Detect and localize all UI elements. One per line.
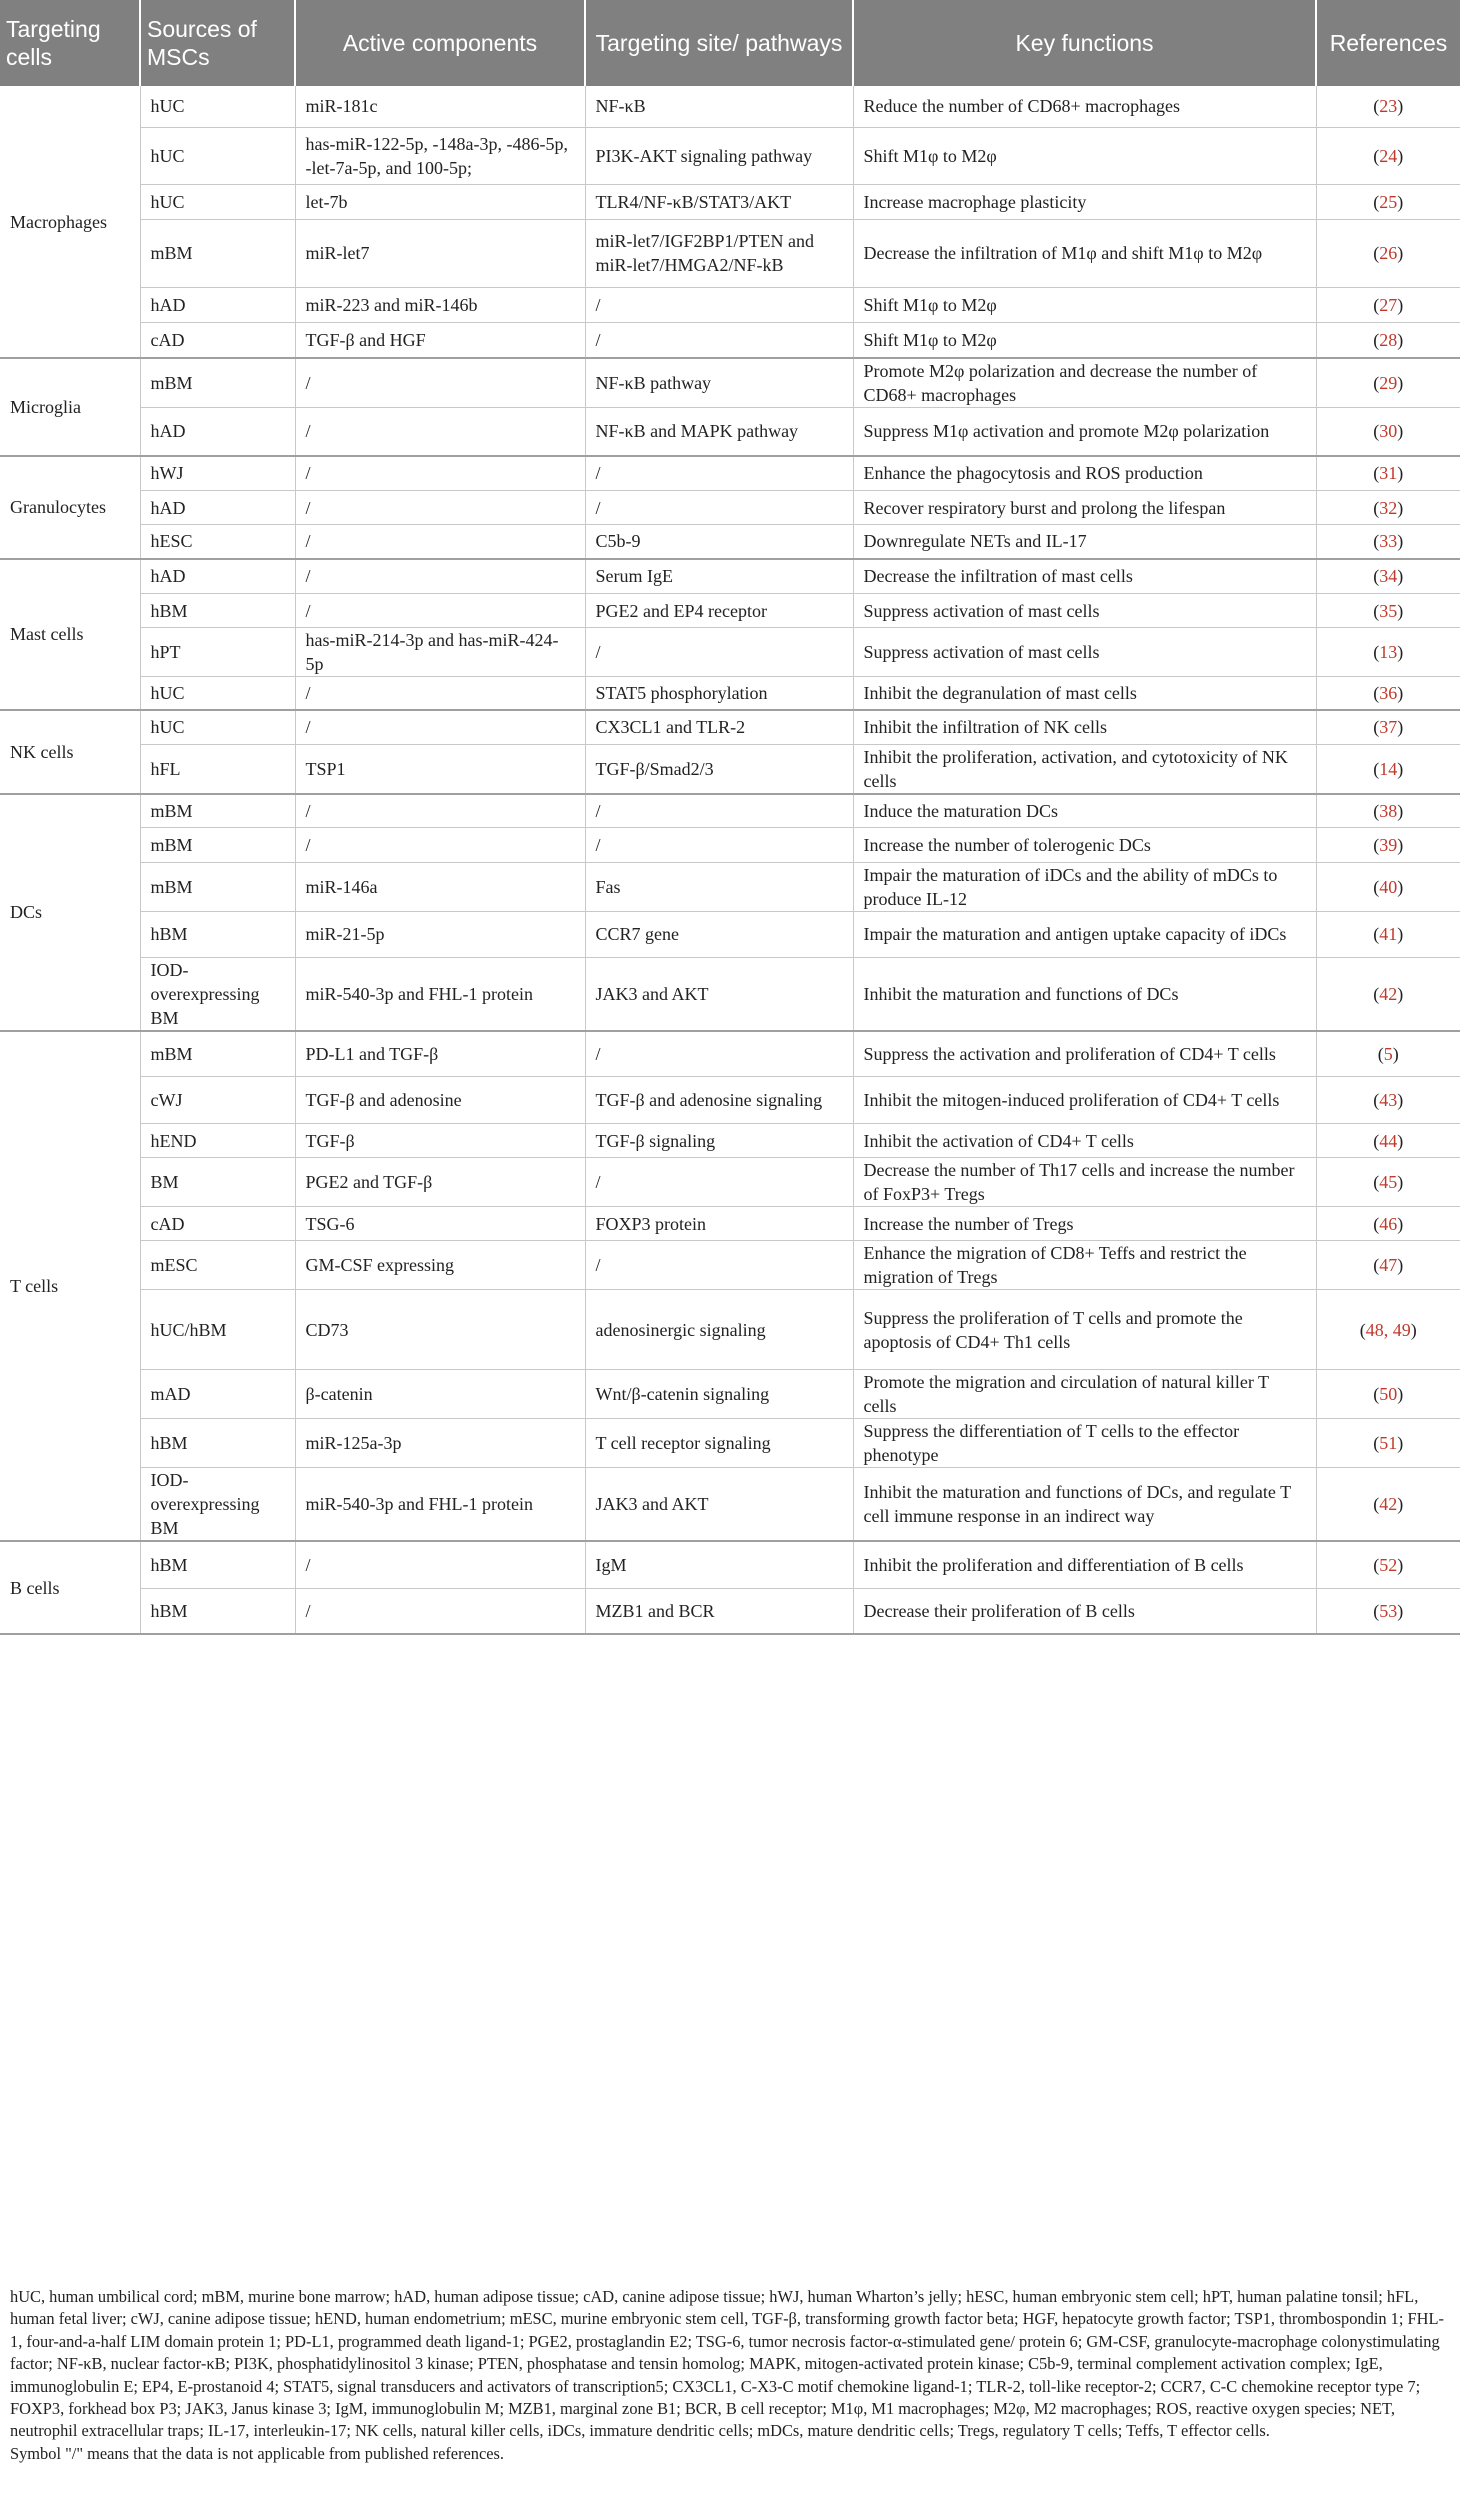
- source-cell: hAD: [140, 408, 295, 456]
- reference-cell: (43): [1316, 1077, 1460, 1124]
- table-row: [0, 491, 1460, 525]
- table-row: [0, 957, 1460, 1031]
- reference-cell: (35): [1316, 594, 1460, 628]
- targeting-site-cell: /: [585, 827, 853, 862]
- targeting-cell: T cells: [0, 1031, 140, 1542]
- active-components-cell: TGF-β and adenosine: [295, 1077, 585, 1124]
- active-components-cell: miR-125a-3p: [295, 1419, 585, 1468]
- reference-cell: (28): [1316, 322, 1460, 358]
- reference-cell: (23): [1316, 86, 1460, 127]
- source-cell: mAD: [140, 1370, 295, 1419]
- table-row: [0, 1241, 1460, 1290]
- table-footnotes: [10, 2286, 1456, 2465]
- reference-link[interactable]: 26: [1379, 243, 1398, 263]
- key-function-cell: Decrease the infiltration of M1φ and shift M1φ to M2φ: [853, 219, 1316, 287]
- key-function-cell: Inhibit the proliferation and differentiation of B cells: [853, 1541, 1316, 1588]
- active-components-cell: TGF-β: [295, 1124, 585, 1158]
- reference-link[interactable]: 5: [1383, 1043, 1393, 1064]
- reference-cell: (14): [1316, 745, 1460, 795]
- source-cell: hUC: [140, 127, 295, 184]
- header-references: References: [1329, 30, 1448, 56]
- active-components-cell: PD-L1 and TGF-β: [295, 1031, 585, 1077]
- active-components-cell: /: [295, 408, 585, 456]
- table-row: [0, 86, 1460, 127]
- reference-link[interactable]: 42: [1379, 983, 1398, 1004]
- reference-link[interactable]: 14: [1379, 759, 1398, 779]
- active-components-cell: miR-21-5p: [295, 911, 585, 957]
- reference-cell: (13): [1316, 628, 1460, 677]
- key-function-cell: Impair the maturation and antigen uptake capacity of iDCs: [853, 911, 1316, 957]
- key-function-cell: Recover respiratory burst and prolong the lifespan: [853, 491, 1316, 525]
- targeting-site-cell: TGF-β signaling: [585, 1124, 853, 1158]
- reference-link[interactable]: 50: [1379, 1384, 1398, 1404]
- key-function-cell: Impair the maturation of iDCs and the ability of mDCs to produce IL-12: [853, 862, 1316, 911]
- targeting-cell: DCs: [0, 794, 140, 1031]
- source-cell: hUC: [140, 86, 295, 127]
- key-function-cell: Downregulate NETs and IL-17: [853, 525, 1316, 559]
- source-cell: hPT: [140, 628, 295, 677]
- key-function-cell: Suppress the proliferation of T cells and promote the apoptosis of CD4+ Th1 cells: [853, 1290, 1316, 1370]
- active-components-cell: GM-CSF expressing: [295, 1241, 585, 1290]
- targeting-site-cell: /: [585, 287, 853, 322]
- reference-link[interactable]: 33: [1379, 531, 1398, 552]
- reference-cell: (29): [1316, 358, 1460, 408]
- active-components-cell: has-miR-214-3p and has-miR-424-5p: [295, 628, 585, 677]
- targeting-site-cell: /: [585, 628, 853, 677]
- key-function-cell: Inhibit the degranulation of mast cells: [853, 677, 1316, 710]
- key-function-cell: Decrease their proliferation of B cells: [853, 1588, 1316, 1634]
- reference-cell: (36): [1316, 677, 1460, 710]
- targeting-site-cell: STAT5 phosphorylation: [585, 677, 853, 710]
- source-cell: hEND: [140, 1124, 295, 1158]
- reference-link[interactable]: 31: [1379, 463, 1398, 484]
- reference-cell: (34): [1316, 559, 1460, 594]
- active-components-cell: /: [295, 525, 585, 559]
- targeting-site-cell: adenosinergic signaling: [585, 1290, 853, 1370]
- reference-cell: (51): [1316, 1419, 1460, 1468]
- reference-cell: (46): [1316, 1207, 1460, 1241]
- reference-cell: (32): [1316, 491, 1460, 525]
- targeting-site-cell: CX3CL1 and TLR-2: [585, 710, 853, 745]
- key-function-cell: Inhibit the activation of CD4+ T cells: [853, 1124, 1316, 1158]
- source-cell: hAD: [140, 491, 295, 525]
- key-function-cell: Enhance the phagocytosis and ROS production: [853, 456, 1316, 491]
- table-row: [0, 1419, 1460, 1468]
- table-row: [0, 1124, 1460, 1158]
- reference-cell: (41): [1316, 911, 1460, 957]
- reference-link[interactable]: 35: [1379, 600, 1398, 621]
- key-function-cell: Suppress the activation and proliferation of CD4+ T cells: [853, 1031, 1316, 1077]
- source-cell: hBM: [140, 1588, 295, 1634]
- targeting-site-cell: Fas: [585, 862, 853, 911]
- targeting-cell: B cells: [0, 1541, 140, 1634]
- reference-link[interactable]: 39: [1379, 834, 1398, 855]
- active-components-cell: miR-223 and miR-146b: [295, 287, 585, 322]
- key-function-cell: Suppress activation of mast cells: [853, 628, 1316, 677]
- reference-cell: (33): [1316, 525, 1460, 559]
- table-row: [0, 827, 1460, 862]
- key-function-cell: Shift M1φ to M2φ: [853, 127, 1316, 184]
- targeting-site-cell: /: [585, 491, 853, 525]
- active-components-cell: miR-146a: [295, 862, 585, 911]
- active-components-cell: CD73: [295, 1290, 585, 1370]
- active-components-cell: has-miR-122-5p, -148a-3p, -486-5p, -let-7a-5p, and 100-5p;: [295, 127, 585, 184]
- source-cell: BM: [140, 1158, 295, 1207]
- reference-cell: (39): [1316, 827, 1460, 862]
- targeting-site-cell: TGF-β and adenosine signaling: [585, 1077, 853, 1124]
- reference-cell: (24): [1316, 127, 1460, 184]
- table-row: [0, 322, 1460, 358]
- reference-cell: (30): [1316, 408, 1460, 456]
- key-function-cell: Promote M2φ polarization and decrease the number of CD68+ macrophages: [853, 358, 1316, 408]
- key-function-cell: Inhibit the maturation and functions of DCs, and regulate T cell immune response in an indirect way: [853, 1468, 1316, 1542]
- targeting-site-cell: IgM: [585, 1541, 853, 1588]
- source-cell: hUC/hBM: [140, 1290, 295, 1370]
- source-cell: mBM: [140, 358, 295, 408]
- reference-link[interactable]: 52: [1379, 1554, 1398, 1575]
- active-components-cell: β-catenin: [295, 1370, 585, 1419]
- active-components-cell: /: [295, 594, 585, 628]
- reference-link[interactable]: 44: [1379, 1130, 1398, 1151]
- key-function-cell: Decrease the infiltration of mast cells: [853, 559, 1316, 594]
- table-row: [0, 184, 1460, 219]
- reference-link[interactable]: 47: [1379, 1255, 1398, 1275]
- reference-cell: (42): [1316, 957, 1460, 1031]
- reference-cell: (38): [1316, 794, 1460, 827]
- table-row: [0, 677, 1460, 710]
- active-components-cell: miR-let7: [295, 219, 585, 287]
- reference-link[interactable]: 40: [1379, 876, 1398, 897]
- targeting-site-cell: /: [585, 456, 853, 491]
- reference-link[interactable]: 30: [1379, 421, 1398, 442]
- active-components-cell: miR-181c: [295, 86, 585, 127]
- table-row: [0, 1588, 1460, 1634]
- targeting-cell: Mast cells: [0, 559, 140, 710]
- table-row: [0, 1370, 1460, 1419]
- key-function-cell: Suppress activation of mast cells: [853, 594, 1316, 628]
- reference-link[interactable]: 25: [1379, 191, 1398, 212]
- key-function-cell: Promote the migration and circulation of natural killer T cells: [853, 1370, 1316, 1419]
- table-row: [0, 1158, 1460, 1207]
- active-components-cell: miR-540-3p and FHL-1 protein: [295, 957, 585, 1031]
- reference-link[interactable]: 13: [1379, 642, 1398, 662]
- table-row: [0, 1541, 1460, 1588]
- key-function-cell: Induce the maturation DCs: [853, 794, 1316, 827]
- reference-cell: (44): [1316, 1124, 1460, 1158]
- source-cell: hUC: [140, 677, 295, 710]
- key-function-cell: Inhibit the mitogen-induced proliferation of CD4+ T cells: [853, 1077, 1316, 1124]
- active-components-cell: TGF-β and HGF: [295, 322, 585, 358]
- targeting-cell: NK cells: [0, 710, 140, 795]
- reference-cell: (25): [1316, 184, 1460, 219]
- key-function-cell: Enhance the migration of CD8+ Teffs and restrict the migration of Tregs: [853, 1241, 1316, 1290]
- source-cell: hAD: [140, 559, 295, 594]
- reference-link[interactable]: 41: [1379, 924, 1398, 944]
- source-cell: mBM: [140, 862, 295, 911]
- active-components-cell: miR-540-3p and FHL-1 protein: [295, 1468, 585, 1542]
- targeting-site-cell: NF-κB pathway: [585, 358, 853, 408]
- table-row: [0, 628, 1460, 677]
- key-function-cell: Suppress M1φ activation and promote M2φ polarization: [853, 408, 1316, 456]
- targeting-site-cell: Serum IgE: [585, 559, 853, 594]
- targeting-site-cell: PGE2 and EP4 receptor: [585, 594, 853, 628]
- source-cell: hBM: [140, 594, 295, 628]
- key-function-cell: Inhibit the infiltration of NK cells: [853, 710, 1316, 745]
- reference-link[interactable]: 23: [1379, 96, 1398, 117]
- reference-cell: (42): [1316, 1468, 1460, 1542]
- key-function-cell: Inhibit the maturation and functions of DCs: [853, 957, 1316, 1031]
- targeting-site-cell: PI3K-AKT signaling pathway: [585, 127, 853, 184]
- table-row: [0, 1207, 1460, 1241]
- source-cell: mBM: [140, 827, 295, 862]
- targeting-site-cell: CCR7 gene: [585, 911, 853, 957]
- reference-cell: (47): [1316, 1241, 1460, 1290]
- reference-link[interactable]: 36: [1379, 682, 1398, 703]
- reference-link[interactable]: 28: [1379, 329, 1398, 350]
- source-cell: hAD: [140, 287, 295, 322]
- table-row: [0, 710, 1460, 745]
- targeting-site-cell: /: [585, 794, 853, 827]
- key-function-cell: Decrease the number of Th17 cells and increase the number of FoxP3+ Tregs: [853, 1158, 1316, 1207]
- targeting-site-cell: NF-κB: [585, 86, 853, 127]
- reference-link[interactable]: 24: [1379, 145, 1398, 166]
- targeting-site-cell: MZB1 and BCR: [585, 1588, 853, 1634]
- source-cell: hUC: [140, 710, 295, 745]
- targeting-cell: Macrophages: [0, 86, 140, 358]
- source-cell: mBM: [140, 219, 295, 287]
- reference-cell: (45): [1316, 1158, 1460, 1207]
- targeting-site-cell: JAK3 and AKT: [585, 1468, 853, 1542]
- reference-cell: (37): [1316, 710, 1460, 745]
- targeting-site-cell: Wnt/β-catenin signaling: [585, 1370, 853, 1419]
- key-function-cell: Inhibit the proliferation, activation, and cytotoxicity of NK cells: [853, 745, 1316, 795]
- active-components-cell: PGE2 and TGF-β: [295, 1158, 585, 1207]
- targeting-cell: Granulocytes: [0, 456, 140, 559]
- reference-cell: (5): [1316, 1031, 1460, 1077]
- reference-link[interactable]: 29: [1379, 373, 1398, 393]
- active-components-cell: /: [295, 1588, 585, 1634]
- active-components-cell: TSP1: [295, 745, 585, 795]
- source-cell: hBM: [140, 911, 295, 957]
- key-function-cell: Reduce the number of CD68+ macrophages: [853, 86, 1316, 127]
- reference-cell: (26): [1316, 219, 1460, 287]
- table-row: [0, 559, 1460, 594]
- header-targeting-cells: Targeting cells: [0, 0, 140, 86]
- targeting-site-cell: JAK3 and AKT: [585, 957, 853, 1031]
- reference-link[interactable]: 32: [1379, 497, 1398, 518]
- source-cell: hFL: [140, 745, 295, 795]
- targeting-site-cell: /: [585, 1031, 853, 1077]
- active-components-cell: /: [295, 827, 585, 862]
- table-row: [0, 358, 1460, 408]
- source-cell: cAD: [140, 1207, 295, 1241]
- source-cell: hUC: [140, 184, 295, 219]
- active-components-cell: /: [295, 358, 585, 408]
- reference-link[interactable]: 45: [1379, 1172, 1398, 1192]
- active-components-cell: let-7b: [295, 184, 585, 219]
- targeting-site-cell: C5b-9: [585, 525, 853, 559]
- reference-link[interactable]: 27: [1379, 294, 1398, 315]
- header-sources-of-mscs: Sources of MSCs: [140, 0, 295, 86]
- targeting-site-cell: TGF-β/Smad2/3: [585, 745, 853, 795]
- reference-link[interactable]: 37: [1379, 717, 1398, 738]
- source-cell: IOD-overexpressing BM: [140, 1468, 295, 1542]
- source-cell: hBM: [140, 1541, 295, 1588]
- symbol-note: Symbol "/" means that the data is not applicable from published references.: [10, 2443, 505, 2463]
- reference-link[interactable]: 38: [1379, 800, 1398, 821]
- table-row: [0, 287, 1460, 322]
- active-components-cell: /: [295, 456, 585, 491]
- table-row: [0, 1290, 1460, 1370]
- header-active-components: Active components: [295, 0, 585, 86]
- key-function-cell: Suppress the differentiation of T cells to the effector phenotype: [853, 1419, 1316, 1468]
- reference-cell: (31): [1316, 456, 1460, 491]
- source-cell: hBM: [140, 1419, 295, 1468]
- reference-link[interactable]: 51: [1379, 1433, 1398, 1453]
- active-components-cell: /: [295, 677, 585, 710]
- reference-link[interactable]: 46: [1379, 1213, 1398, 1234]
- table-row: [0, 594, 1460, 628]
- source-cell: cWJ: [140, 1077, 295, 1124]
- table-body: [0, 86, 1460, 1634]
- reference-cell: (52): [1316, 1541, 1460, 1588]
- targeting-site-cell: /: [585, 1158, 853, 1207]
- key-function-cell: Increase macrophage plasticity: [853, 184, 1316, 219]
- source-cell: hWJ: [140, 456, 295, 491]
- source-cell: mBM: [140, 794, 295, 827]
- active-components-cell: /: [295, 491, 585, 525]
- table-row: [0, 745, 1460, 795]
- key-function-cell: Shift M1φ to M2φ: [853, 322, 1316, 358]
- reference-cell: (27): [1316, 287, 1460, 322]
- table-row: [0, 456, 1460, 491]
- table-row: [0, 1031, 1460, 1077]
- table-row: [0, 794, 1460, 827]
- targeting-site-cell: NF-κB and MAPK pathway: [585, 408, 853, 456]
- source-cell: cAD: [140, 322, 295, 358]
- table-row: [0, 862, 1460, 911]
- source-cell: IOD-overexpressing BM: [140, 957, 295, 1031]
- table-row: [0, 408, 1460, 456]
- table-row: [0, 911, 1460, 957]
- reference-link[interactable]: 53: [1379, 1600, 1398, 1621]
- targeting-site-cell: TLR4/NF-κB/STAT3/AKT: [585, 184, 853, 219]
- table-row: [0, 525, 1460, 559]
- table-row: [0, 127, 1460, 184]
- header-key-functions: Key functions: [853, 0, 1316, 86]
- active-components-cell: TSG-6: [295, 1207, 585, 1241]
- key-function-cell: Increase the number of tolerogenic DCs: [853, 827, 1316, 862]
- targeting-site-cell: /: [585, 1241, 853, 1290]
- active-components-cell: /: [295, 559, 585, 594]
- reference-cell: (48, 49): [1316, 1290, 1460, 1370]
- key-function-cell: Increase the number of Tregs: [853, 1207, 1316, 1241]
- targeting-site-cell: FOXP3 protein: [585, 1207, 853, 1241]
- targeting-site-cell: /: [585, 322, 853, 358]
- source-cell: mESC: [140, 1241, 295, 1290]
- table-header-row: [0, 0, 1460, 86]
- source-cell: mBM: [140, 1031, 295, 1077]
- table-row: [0, 219, 1460, 287]
- reference-cell: (50): [1316, 1370, 1460, 1419]
- reference-cell: (53): [1316, 1588, 1460, 1634]
- targeting-site-cell: T cell receptor signaling: [585, 1419, 853, 1468]
- header-targeting-site: Targeting site/ pathways: [585, 0, 853, 86]
- key-function-cell: Shift M1φ to M2φ: [853, 287, 1316, 322]
- reference-link[interactable]: 48, 49: [1365, 1319, 1411, 1340]
- abbreviations-note: hUC, human umbilical cord; mBM, murine bone marrow; hAD, human adipose tissue; cAD, canine adipose tissue; hWJ, human Wharton’s jelly; hESC, human embryonic stem cell; hPT, human palatine tonsil; hFL, human fetal liver; cWJ, canine adipose tissue; hEND, human endometrium; mESC, murine embryonic stem cell, TGF-β, transforming growth factor beta; HGF, hepatocyte growth factor; TSP1, thrombospondin 1; FHL-1, four-and-a-half LIM domain protein 1; PD-L1, programmed death ligand-1; PGE2, prostaglandin E2; TSG-6, tumor necrosis factor-α-stimulated gene/ protein 6; GM-CSF, granulocyte-macrophage colonystimulating factor; NF-κB, nuclear factor-κB; PI3K, phosphatidylinositol 3 kinase; PTEN, phosphatase and tensin homolog; MAPK, mitogen-activated protein kinase; C5b-9, terminal complement activation complex; IgE, immunoglobulin E; EP4, E-prostanoid 4; STAT5, signal transducers and activators of transcription5; CX3CL1, C-X3-C motif chemokine ligand-1; TLR-2, toll-like receptor-2; CCR7, C-C chemokine receptor type 7; FOXP3, forkhead box P3; JAK3, Janus kinase 3; IgM, immunoglobulin M; MZB1, marginal zone B1; BCR, B cell receptor; M1φ, M1 macrophages; M2φ, M2 macrophages; ROS, reactive oxygen species; NET, neutrophil extracellular traps; IL-17, interleukin-17; NK cells, natural killer cells, iDCs, immature dendritic cells; mDCs, mature dendritic cells; Tregs, regulatory T cells; Teffs, T effector cells.: [10, 2287, 1444, 2441]
- active-components-cell: /: [295, 1541, 585, 1588]
- table-row: [0, 1468, 1460, 1542]
- active-components-cell: /: [295, 710, 585, 745]
- reference-link[interactable]: 43: [1379, 1090, 1398, 1110]
- reference-cell: (40): [1316, 862, 1460, 911]
- active-components-cell: /: [295, 794, 585, 827]
- targeting-site-cell: miR-let7/IGF2BP1/PTEN and miR-let7/HMGA2/NF-kB: [585, 219, 853, 287]
- reference-link[interactable]: 34: [1379, 566, 1398, 587]
- reference-link[interactable]: 42: [1379, 1494, 1398, 1514]
- targeting-cell: Microglia: [0, 358, 140, 456]
- source-cell: hESC: [140, 525, 295, 559]
- table-row: [0, 1077, 1460, 1124]
